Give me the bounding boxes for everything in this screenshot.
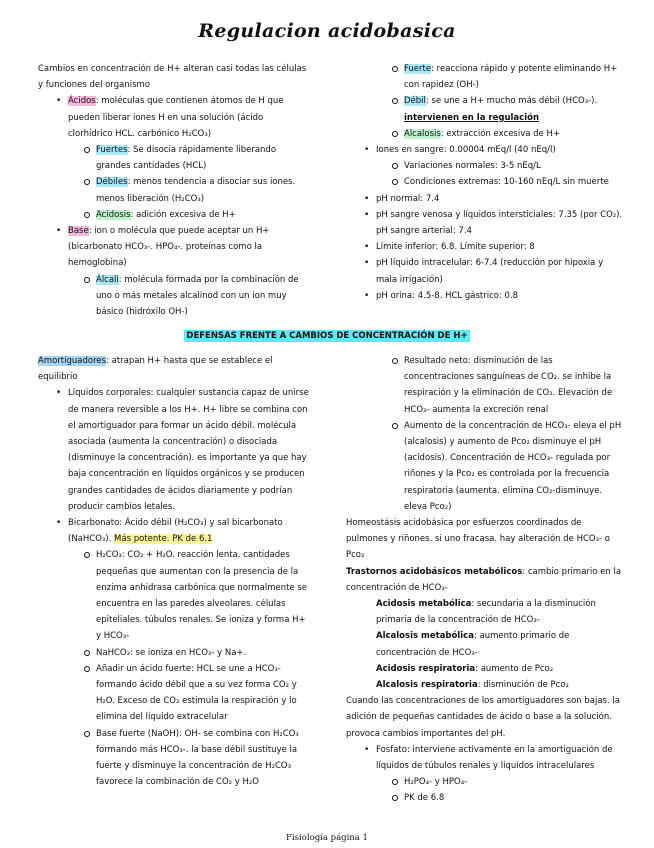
intro-paragraph: Cambios en concentración de H+ alteran casi todas las células y funciones del organismo bbox=[38, 64, 307, 91]
debil-text: : se une a H+ mucho más débil (HCO₃-). bbox=[425, 96, 598, 107]
resultado-item: Resultado neto: disminución de las concentraciones sanguíneas de CO₂. se inhibe la respiración y la eliminación de CO₂. Elevación de HCO₃- aumenta la excreción renal bbox=[346, 353, 624, 418]
buffers-list bbox=[38, 385, 310, 790]
bicarbonato-text: Bicarbonato: Ácido débil (H₂CO₃) y sal bicarbonato (NaHCO₃). bbox=[68, 518, 283, 545]
ph-intracelular-item: • pH líquido intracelular: 6-7.4 (reducción por hipoxia y mala irrigación) bbox=[346, 255, 624, 287]
properties-list bbox=[346, 61, 624, 304]
definitions-list bbox=[38, 93, 310, 320]
acidosis-respiratoria-term: Acidosis respiratoria bbox=[376, 663, 476, 674]
alcalosis-metabolica-term: Alcalosis metabólica bbox=[376, 631, 474, 642]
acidosis-respiratoria bbox=[346, 661, 624, 677]
page-title: Regulacion acidobasica bbox=[198, 20, 456, 42]
alcalosis-item bbox=[346, 126, 624, 142]
alcalosis-metabolica bbox=[346, 628, 624, 660]
acidosis-text: : adición excesiva de H+ bbox=[130, 209, 236, 220]
debil-bold: intervienen en la regulación bbox=[404, 112, 539, 123]
base-item bbox=[38, 223, 310, 272]
debil-item bbox=[346, 93, 624, 125]
acidosis-metabolica-text: : secundaria a la disminución primaria de la concentración de HCO₃- bbox=[376, 599, 596, 626]
ph-venosa-item: • pH sangre venosa y líquidos intersticiales: 7.35 (por CO₂). pH sangre arterial: 7.4 bbox=[346, 207, 624, 239]
amortiguadores-term: Amortiguadores bbox=[38, 356, 107, 366]
debil-term: Débil bbox=[404, 96, 426, 107]
acidosis-respiratoria-text: : aumento de Pco₂ bbox=[475, 663, 554, 674]
fuerte-item bbox=[346, 61, 624, 93]
alcalosis-respiratoria-term: Alcalosis respiratoria bbox=[376, 680, 478, 691]
top-right-column bbox=[346, 61, 624, 304]
base-term: Base bbox=[68, 226, 89, 237]
bottom-right-column bbox=[346, 353, 624, 807]
homeostasis-paragraph: Homeostásis acidobásica por esfuerzos coordinados de pulmones y riñones. si uno fracasa. hay alteración de HCO₃- o Pco₂ bbox=[346, 518, 610, 561]
liquidos-item: • Líquidos corporales: cualquier sustancia capaz de unirse de manera reversible a los H+. H+ libre se combina con el amortiguador para formar un ácido débil. molécula asociada (aumenta la concentración) o disociada (disminuye la concentración). es importante ya que hay baja concentración en líquidos orgánicos y se producen grandes cantidades de ácidos diariamente y podrían producir cambios letales. bbox=[38, 385, 310, 515]
fosfato-item: • Fosfato: interviene activamente en la amortiguación de líquidos de túbulos renales y líquidos intracelulares bbox=[346, 742, 624, 774]
acido-fuerte-item: Añadir un ácido fuerte: HCL se une a HCO₃- formando ácido débil que a su vez forma CO₂ y H₂O. Exceso de CO₂ estimula la respiración y lo elimina del líquido extracelular bbox=[38, 661, 310, 726]
aumento-item: Aumento de la concentración de HCO₃- eleva el pH (alcalosis) y aumento de Pco₂ disminuye el pH (acidosis). Concentración de HCO₃- regulada por riñones y la Pco₂ es controlada por la frecuencia respiratoria (aumenta. elimina CO₂-disminuye. eleva Pco₂) bbox=[346, 418, 624, 515]
alcalosis-respiratoria bbox=[346, 677, 624, 693]
trastornos-term: Trastornos acidobásicos metabólicos bbox=[346, 566, 523, 577]
pk-item: PK de 6.8 bbox=[346, 790, 624, 806]
debiles-term: Débiles bbox=[96, 177, 128, 188]
fuertes-item bbox=[38, 142, 310, 174]
fuertes-term: Fuertes bbox=[96, 145, 128, 156]
acidosis-item bbox=[38, 207, 310, 223]
fuertes-text: : Se disocia rápidamente liberando grandes cantidades (HCL) bbox=[96, 145, 277, 172]
nahco3-item: NaHCO₃: se ioniza en HCO₃- y Na+. bbox=[38, 645, 310, 661]
debiles-text: : menos tendencia a disociar sus iones. menos liberación (H₂CO₃) bbox=[96, 177, 296, 204]
fuerte-term: Fuerte bbox=[404, 64, 432, 74]
h2co3-item: H₂CO₃: CO₂ + H₂O. reacción lenta. cantidades pequeñas que aumentan con la presencia de la enzima anhidrasa carbónica que normalmente se encuentra en las paredes alveolares. células epiteliales. túbulos renales. Se ioniza y forma H+ y HCO₃- bbox=[38, 547, 310, 644]
bottom-left-column bbox=[38, 353, 310, 790]
acidos-text: : moléculas que contienen átomos de H que pueden liberar iones H en una solución (ácido clorhídrico HCL. carbónico H₂CO₃) bbox=[68, 96, 284, 139]
trastornos-paragraph bbox=[346, 564, 624, 596]
alcalosis-term: Alcalosis bbox=[404, 128, 441, 139]
bicarbonato-item bbox=[38, 515, 310, 547]
banner-text: DEFENSAS FRENTE A CAMBIOS DE CONCENTRACIÓN DE H+ bbox=[186, 331, 468, 341]
acidosis-metabolica bbox=[346, 596, 624, 628]
h2po4-item: H₂PO₄- y HPO₄- bbox=[346, 774, 624, 790]
base-text: : ion o molécula que puede aceptar un H+ (bicarbonato HCO₃-. HPO₄-. proteínas como la hemoglobina) bbox=[68, 226, 270, 269]
alcali-term: Álcali bbox=[96, 274, 119, 285]
fuerte-text: : reacciona rápido y potente eliminando H+ con rapidez (OH-) bbox=[404, 64, 618, 91]
acidosis-term: Acidosis bbox=[96, 209, 131, 220]
page-footer: Fisiología página 1 bbox=[286, 833, 368, 843]
alcalosis-metabolica-text: : aumento primario de concentración de HCO₃- bbox=[376, 631, 570, 658]
fosfato-list bbox=[346, 742, 624, 807]
resultado-list bbox=[346, 353, 624, 515]
amortiguadores-paragraph bbox=[38, 353, 310, 385]
variaciones-item: Variaciones normales: 3-5 nEq/L bbox=[346, 158, 624, 174]
bicarbonato-highlight: Más potente. PK de 6.1 bbox=[114, 534, 213, 545]
debiles-item bbox=[38, 174, 310, 206]
acidos-term: Ácidos bbox=[68, 96, 96, 107]
alcalosis-respiratoria-text: : disminución de Pco₂ bbox=[477, 680, 569, 691]
alcalosis-text: : extracción excesiva de H+ bbox=[440, 128, 560, 139]
limite-item: • Límite inferior: 6.8. Límite superior: 8 bbox=[346, 239, 624, 255]
base-fuerte-item: Base fuerte (NaOH): OH- se combina con H₂CO₃ formando más HCO₃-. la base débil sustituye la fuerte y disminuye la concentración de H₂CO₃ favorece la combinación de CO₂ y H₂O bbox=[38, 726, 310, 791]
alcali-item bbox=[38, 272, 310, 321]
amortiguadores-text: : atrapan H+ hasta que se establece el equilibrio bbox=[38, 356, 273, 383]
condiciones-item: Condiciones extremas: 10-160 nEq/L sin muerte bbox=[346, 174, 624, 190]
ph-normal-item: • pH normal: 7.4 bbox=[346, 191, 624, 207]
trastornos-text: : cambio primario en la concentración de HCO₃- bbox=[346, 566, 622, 593]
ph-orina-item: • pH orina: 4.5-8. HCL gástrico: 0.8 bbox=[346, 288, 624, 304]
alcali-text: : molécula formada por la combinación de uno o más metales alcalinod con un ion muy básico (hidróxilo OH-) bbox=[96, 274, 299, 318]
iones-item: • Iones en sangre: 0.00004 mEq/l (40 nEq/l) bbox=[346, 142, 624, 158]
cuando-paragraph: Cuando las concentraciones de los amortiguadores son bajas. la adición de pequeñas cantidades de ácido o base a la solución. provoca cambios importantes del pH. bbox=[346, 696, 620, 739]
acidos-item bbox=[38, 93, 310, 142]
top-left-column bbox=[38, 61, 310, 320]
section-banner bbox=[0, 331, 654, 341]
acidosis-metabolica-term: Acidosis metabólica bbox=[376, 599, 472, 610]
